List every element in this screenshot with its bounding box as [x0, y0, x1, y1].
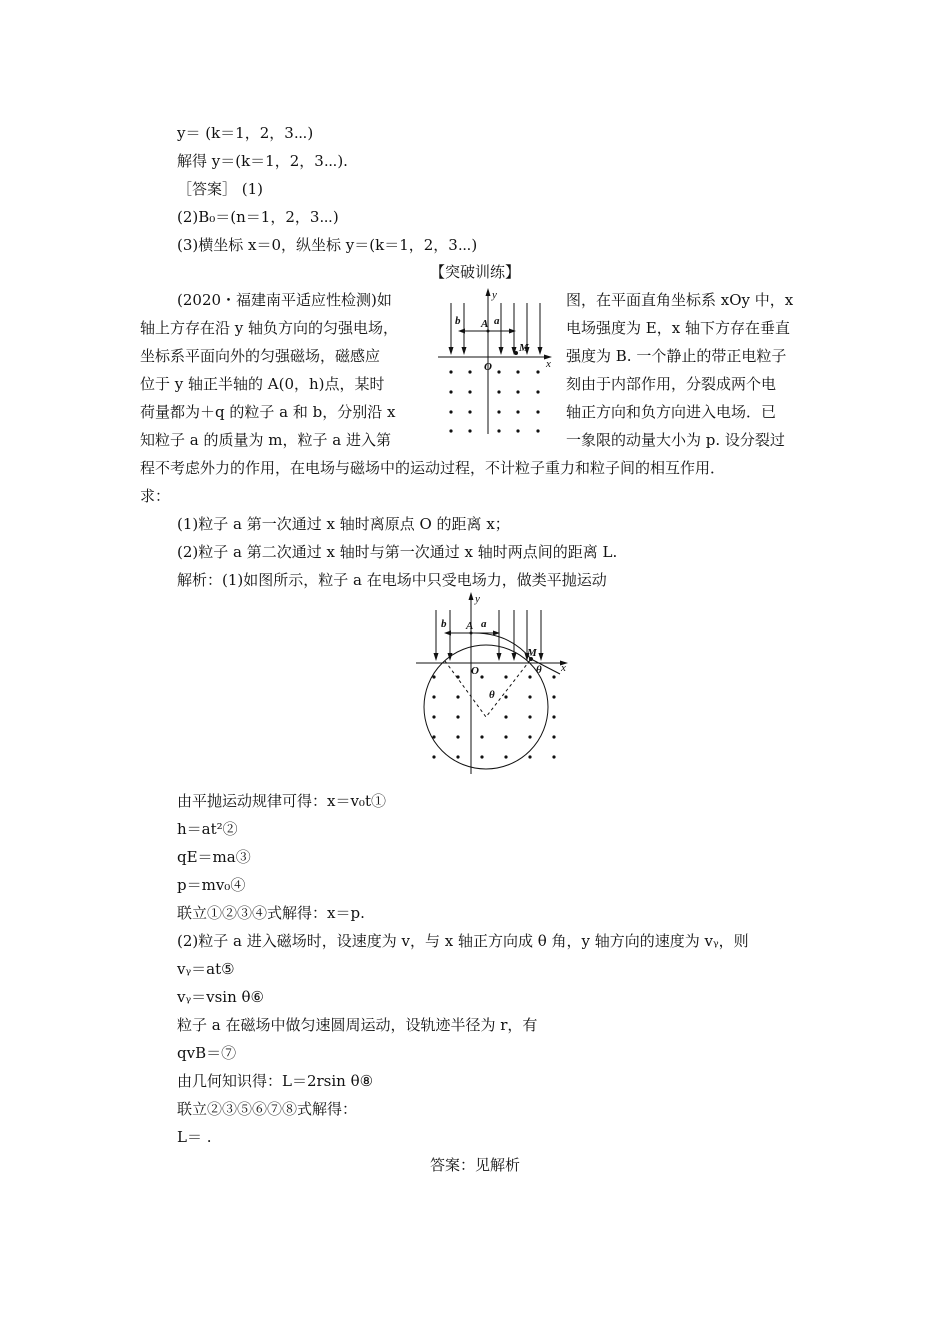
problem-line-5a: 荷量都为＋q 的粒子 a 和 b，分别沿 x — [140, 403, 396, 421]
fig2-theta-outer: θ — [536, 664, 542, 676]
fig2-a-label: a — [481, 618, 487, 630]
question-1: (1)粒子 a 第一次通过 x 轴时离原点 O 的距离 x； — [177, 515, 510, 533]
fig1-x-label: x — [546, 358, 551, 370]
problem-line-6b: 一象限的动量大小为 p. 设分裂过 — [566, 431, 785, 449]
fig2-M-label: M — [527, 647, 537, 659]
problem-line-4a: 位于 y 轴正半轴的 A(0，h)点，某时 — [140, 375, 385, 393]
eq-10: qvB＝⑦ — [177, 1044, 237, 1062]
section-heading: 【突破训练】 — [429, 263, 520, 281]
eq-8: vᵧ＝vsin θ⑥ — [177, 988, 264, 1006]
fig1-b-label: b — [455, 315, 461, 327]
eq-6: (2)粒子 a 进入磁场时，设速度为 v，与 x 轴正方向成 θ 角，y 轴方向的速度为 vᵧ，则 — [177, 932, 749, 950]
fig2-O-label: O — [471, 665, 479, 677]
figure-field-diagram — [436, 286, 558, 436]
fig1-O-label: O — [484, 361, 492, 373]
eq-1: 由平抛运动规律可得：x＝v₀t① — [177, 792, 386, 810]
radius-lines — [445, 659, 531, 717]
eq-2: h＝at²② — [177, 820, 238, 838]
question-2: (2)粒子 a 第二次通过 x 轴时与第一次通过 x 轴时两点间的距离 L. — [177, 543, 618, 561]
fig1-y-label: y — [492, 289, 497, 301]
eq-4: p＝mv₀④ — [177, 876, 246, 894]
problem-line-2a: 轴上方存在沿 y 轴负方向的匀强电场， — [140, 319, 399, 337]
line-3: ［答案］ (1) — [177, 180, 264, 198]
fig1-A-label: A — [481, 318, 489, 330]
line-2: 解得 y＝(k＝1，2，3⋯). — [177, 152, 348, 170]
solution-intro: 解析：(1)如图所示，粒子 a 在电场中只受电场力，做类平抛运动 — [177, 571, 607, 589]
line-5: (3)横坐标 x＝0，纵坐标 y＝(k＝1，2，3⋯) — [177, 236, 478, 254]
eq-7: vᵧ＝at⑤ — [177, 960, 235, 978]
eq-5: 联立①②③④式解得：x＝p. — [177, 904, 365, 922]
fig2-x-label: x — [561, 662, 566, 674]
fig2-theta-inner: θ — [489, 689, 495, 701]
figure-solution-diagram — [414, 590, 574, 776]
problem-line-1a: (2020・福建南平适应性检测)如 — [177, 291, 392, 309]
problem-line-3a: 坐标系平面向外的匀强磁场，磁感应 — [140, 347, 381, 365]
problem-line-6a: 知粒子 a 的质量为 m，粒子 a 进入第 — [140, 431, 391, 449]
fig2-b-label: b — [441, 618, 447, 630]
fig2-y-label: y — [475, 593, 480, 605]
fig2-A-label: A — [466, 620, 474, 632]
eq-12: 联立②③⑤⑥⑦⑧式解得： — [177, 1100, 358, 1118]
eq-3: qE＝ma③ — [177, 848, 251, 866]
eq-9: 粒子 a 在磁场中做匀速圆周运动，设轨迹半径为 r，有 — [177, 1016, 538, 1034]
eq-11: 由几何知识得：L＝2rsin θ⑧ — [177, 1072, 374, 1090]
problem-line-5b: 轴正方向和负方向进入电场．已 — [566, 403, 777, 421]
problem-line-1b: 图，在平面直角坐标系 xOy 中，x — [566, 291, 794, 309]
problem-line-8: 求： — [140, 487, 171, 505]
problem-line-3b: 强度为 B. 一个静止的带正电粒子 — [566, 347, 787, 365]
answer-line: 答案：见解析 — [429, 1156, 520, 1174]
problem-line-2b: 电场强度为 E，x 轴下方存在垂直 — [566, 319, 790, 337]
eq-13: L＝ . — [177, 1128, 212, 1146]
fig1-M-label: M — [519, 342, 529, 354]
line-1: y＝ (k＝1，2，3⋯) — [177, 124, 314, 142]
problem-line-4b: 刻由于内部作用，分裂成两个电 — [566, 375, 777, 393]
line-4: (2)B₀＝(n＝1，2，3⋯) — [177, 208, 339, 226]
fig1-a-label: a — [494, 315, 500, 327]
problem-line-7: 程不考虑外力的作用，在电场与磁场中的运动过程，不计粒子重力和粒子间的相互作用． — [140, 459, 726, 477]
trajectory-circle — [424, 645, 548, 769]
trajectory-arc — [471, 633, 531, 659]
